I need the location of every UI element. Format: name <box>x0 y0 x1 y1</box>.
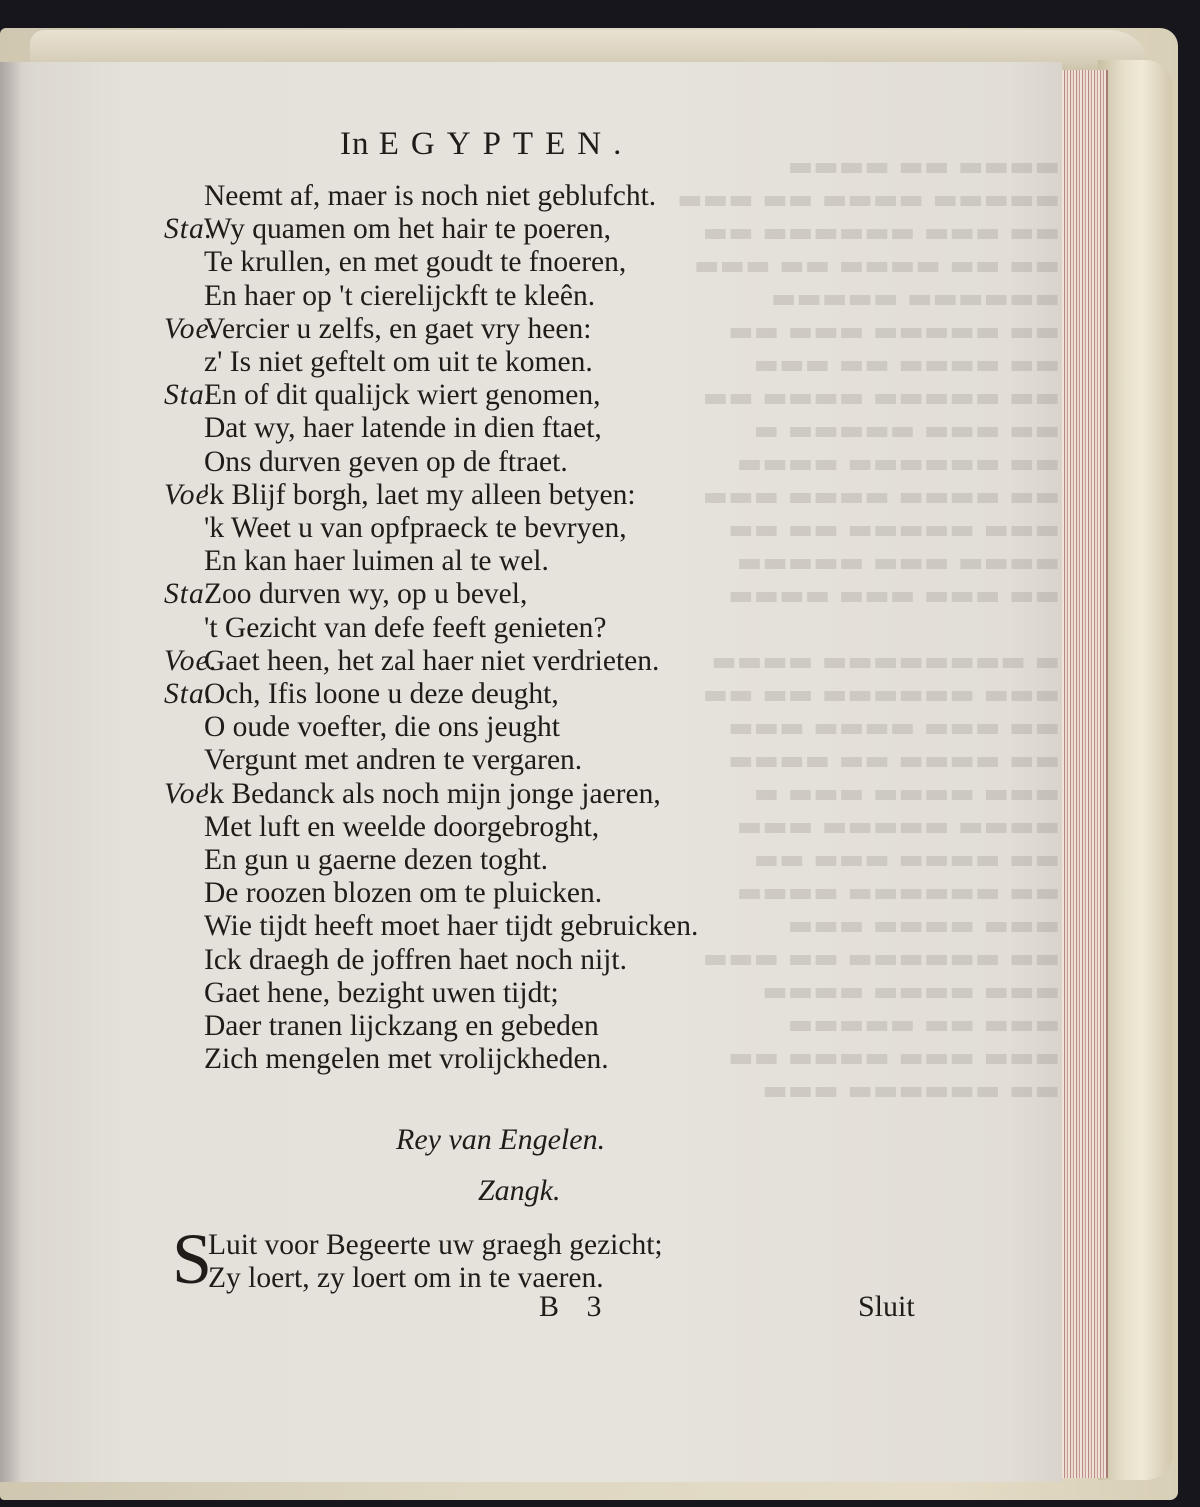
verse-line <box>164 412 602 445</box>
verse-text: Zich mengelen met vrolijckheden. <box>204 1043 609 1076</box>
speaker-label: Voe. <box>164 478 218 511</box>
verse-line <box>164 379 601 412</box>
verse-text: En gun u gaerne dezen toght. <box>204 844 549 876</box>
verse-text: Ons durven geven op de ftraet. <box>204 445 568 478</box>
verse-text: 'k Bedanck als noch mijn jonge jaeren, <box>204 777 661 810</box>
verse-line <box>164 479 636 512</box>
cover-right-edge <box>1098 60 1172 1480</box>
verse-line <box>164 811 599 844</box>
verse-text: Zoo durven wy, op u bevel, <box>204 578 528 611</box>
verse-line <box>164 545 549 578</box>
gutter-shadow <box>0 62 22 1482</box>
show-through-texture: ▬▬▬▬ ▬▬ ▬▬▬▬ ▬▬▬▬▬ ▬▬▬▬ ▬▬ ▬▬▬ ▬▬ ▬▬▬ ▬▬▬▬▬▬ ▬▬ ▬▬ ▬▬ ▬▬▬▬ ▬▬ ▬▬▬ ▬▬▬▬▬▬ ▬▬▬▬▬ ▬▬ ▬▬▬▬▬ ▬▬▬ ▬▬ ▬▬ ▬▬▬▬ ▬▬ ▬▬▬ ▬▬ ▬▬▬▬▬ ▬▬▬▬ ▬▬ ▬▬ ▬▬▬ ▬▬▬▬▬ ▬ ▬▬ ▬▬▬▬▬▬ ▬▬▬▬ ▬▬ ▬▬▬▬ ▬▬▬▬ ▬▬▬ ▬▬▬ ▬▬▬▬▬ ▬▬ ▬▬ ▬▬▬▬ ▬▬▬ ▬▬▬▬▬ ▬▬ ▬▬▬ ▬▬▬ ▬▬▬▬ ▬ ▬▬▬▬▬▬▬▬ ▬▬▬▬ ▬▬▬ ▬▬▬▬▬▬ ▬▬ ▬▬ ▬▬ ▬▬▬ ▬▬▬▬ ▬▬▬ ▬▬ ▬▬▬▬ ▬▬ ▬▬▬▬ ▬▬▬ ▬▬▬▬ ▬▬▬ ▬ ▬▬▬▬ ▬▬▬▬▬ ▬▬▬ ▬▬ ▬▬▬▬ ▬▬▬ ▬▬ ▬▬ ▬▬▬▬▬▬ ▬▬▬▬ ▬▬▬ ▬▬▬▬ ▬▬▬ ▬▬ ▬▬▬▬▬▬ ▬▬ ▬▬▬ ▬▬▬ ▬▬▬▬ ▬▬▬▬ ▬▬▬ ▬▬ ▬▬▬▬▬ ▬▬▬ ▬▬▬ ▬▬▬▬ ▬▬ ▬▬ ▬▬▬▬▬▬ ▬▬▬ <box>677 151 1060 1106</box>
song-line: Zy loert, zy loert om in te vaeren. <box>208 1262 604 1294</box>
verse-text: Wy quamen om het hair te poeren, <box>204 213 611 246</box>
verse-text: Te krullen, en met goudt te fnoeren, <box>204 246 627 279</box>
speaker-label: Sta. <box>164 379 214 412</box>
verse-line <box>164 711 560 744</box>
catchword: Sluit <box>858 1290 915 1323</box>
verse-line <box>164 246 626 279</box>
verse-text: 'k Weet u van opfpraeck te bevryen, <box>204 512 627 544</box>
verse-text: Met luft en weelde doorgebroght, <box>204 810 600 843</box>
verse-line <box>164 844 548 877</box>
verse-text: Ick draegh de joffren haet noch nijt. <box>204 943 627 976</box>
verse-line <box>164 512 627 545</box>
verse-line <box>164 910 698 943</box>
verse-text: En of dit qualijck wiert genomen, <box>204 379 601 412</box>
verse-line <box>164 180 656 213</box>
verse-text: Gaet heen, het zal haer niet verdrieten. <box>204 644 660 677</box>
verse-text: De roozen blozen om te pluicken. <box>204 877 603 910</box>
verse-line <box>164 280 595 313</box>
verse-text: En haer op 't cierelijckft te kleên. <box>204 279 596 312</box>
verse-line <box>164 1043 609 1076</box>
speaker-label: Voe. <box>164 644 218 677</box>
verse-text: En kan haer luimen al te wel. <box>204 545 549 578</box>
verse-text: Dat wy, haer latende in dien ftaet, <box>204 412 602 445</box>
verse-text: z' Is niet geftelt om uit te komen. <box>204 346 593 378</box>
verse-text: Vercier u zelfs, en gaet vry heen: <box>204 312 592 345</box>
verse-line <box>164 944 627 977</box>
song-heading: Zangk. <box>478 1174 561 1207</box>
header-prefix: In <box>340 126 370 162</box>
verse-line <box>164 678 559 711</box>
verse-line <box>164 645 659 678</box>
verse-text: 'k Blijf borgh, laet my alleen betyen: <box>204 478 636 511</box>
verse-text: Och, Ifis loone u deze deught, <box>204 678 559 710</box>
chorus-heading: Rey van Engelen. <box>396 1123 606 1156</box>
verse-line <box>164 744 582 777</box>
song-line: Luit voor Begeerte uw graegh gezicht; <box>208 1229 663 1261</box>
verse-line <box>164 1010 599 1043</box>
verse-line <box>164 213 611 246</box>
verse-line <box>164 612 607 645</box>
verse-line <box>164 578 527 611</box>
speaker-label: Voe. <box>164 777 218 810</box>
drop-cap: S <box>172 1219 213 1299</box>
verse-text: Vergunt met andren te vergaren. <box>204 744 583 777</box>
verse-line <box>164 778 661 811</box>
verse-line <box>164 446 568 479</box>
speaker-label: Sta. <box>164 678 214 710</box>
verse-text: Neemt af, maer is noch niet geblufcht. <box>204 180 657 212</box>
verse-text: Daer tranen lijckzang en gebeden <box>204 1010 599 1042</box>
verse-text: Wie tijdt heeft moet haer tijdt gebruicken. <box>204 910 699 943</box>
signature-mark: B 3 <box>539 1290 612 1323</box>
verse-text: Gaet hene, bezight uwen tijdt; <box>204 976 559 1009</box>
speaker-label: Sta. <box>164 213 214 246</box>
header-title: EGYPTEN. <box>378 126 634 162</box>
page-fore-edges <box>1058 70 1108 1478</box>
verse-line <box>164 313 591 346</box>
speaker-label: Sta. <box>164 578 214 611</box>
speaker-label: Voe. <box>164 312 218 345</box>
verse-text: O oude voefter, die ons jeught <box>204 711 561 744</box>
verse-line <box>164 877 602 910</box>
verse-line <box>164 346 593 379</box>
verse-text: 't Gezicht van defe feeft genieten? <box>204 611 607 644</box>
running-header <box>340 126 633 163</box>
verse-line <box>164 977 559 1010</box>
